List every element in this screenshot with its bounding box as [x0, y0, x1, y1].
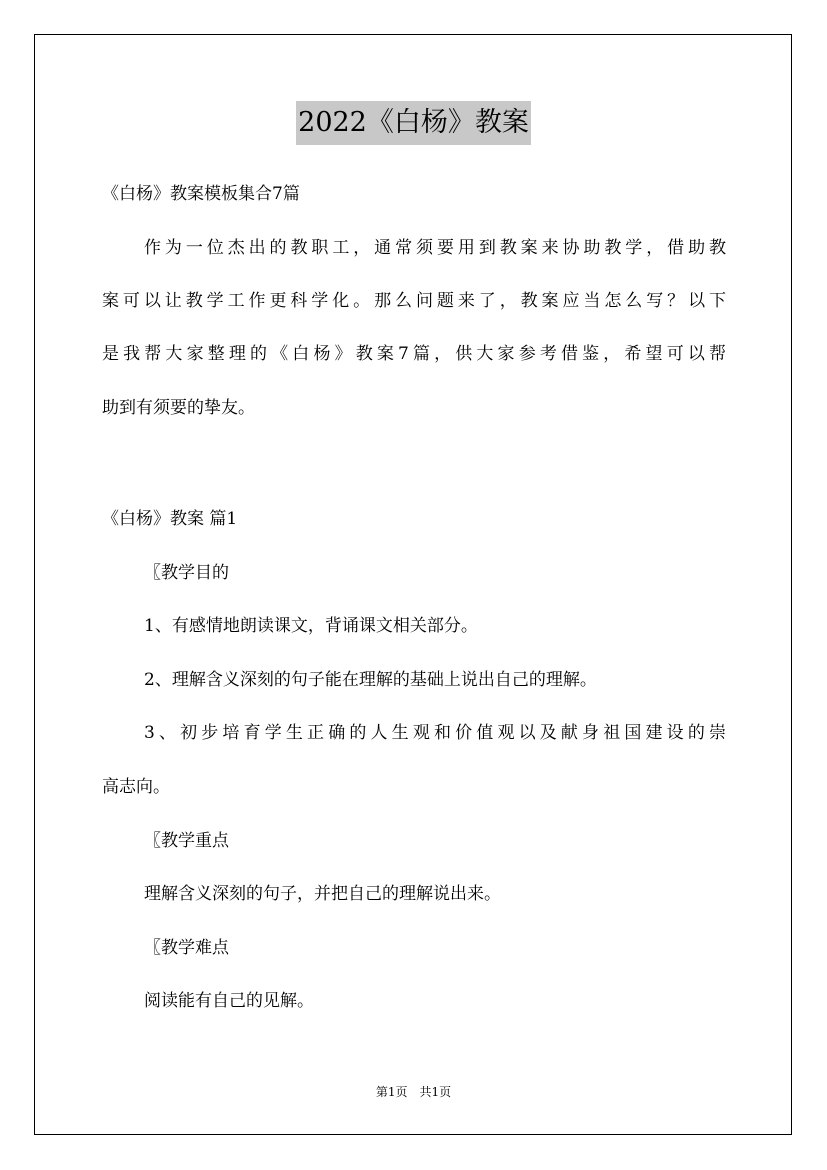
difficulty-heading: 〖教学难点: [144, 938, 229, 958]
intro-line-1: 作为一位杰出的教职工，通常须要用到教案来协助教学，借助教: [144, 238, 726, 258]
title-wrapper: [0, 101, 827, 145]
goal-heading: 〖教学目的: [144, 563, 229, 583]
intro-line-4: 助到有须要的挚友。: [102, 398, 255, 418]
document-subtitle: 《白杨》教案模板集合7篇: [102, 184, 300, 204]
goal-item-2: 2、理解含义深刻的句子能在理解的基础上说出自己的理解。: [144, 670, 597, 690]
page-number-footer: 第1页 共1页: [375, 1085, 452, 1099]
goal-item-3-continued: 高志向。: [102, 777, 170, 797]
difficulty-text: 阅读能有自己的见解。: [144, 991, 314, 1011]
focus-heading: 〖教学重点: [144, 831, 229, 851]
section-heading: 《白杨》教案 篇1: [102, 509, 238, 529]
intro-line-2: 案可以让教学工作更科学化。那么问题来了，教案应当怎么写？以下: [102, 291, 726, 311]
document-title: 2022《白杨》教案: [296, 101, 531, 145]
goal-item-3: 3、初步培育学生正确的人生观和价值观以及献身祖国建设的崇: [144, 723, 726, 743]
goal-item-1: 1、有感情地朗读课文，背诵课文相关部分。: [144, 616, 478, 636]
focus-text: 理解含义深刻的句子，并把自己的理解说出来。: [144, 884, 501, 904]
intro-line-3: 是我帮大家整理的《白杨》教案7篇，供大家参考借鉴，希望可以帮: [102, 344, 726, 364]
